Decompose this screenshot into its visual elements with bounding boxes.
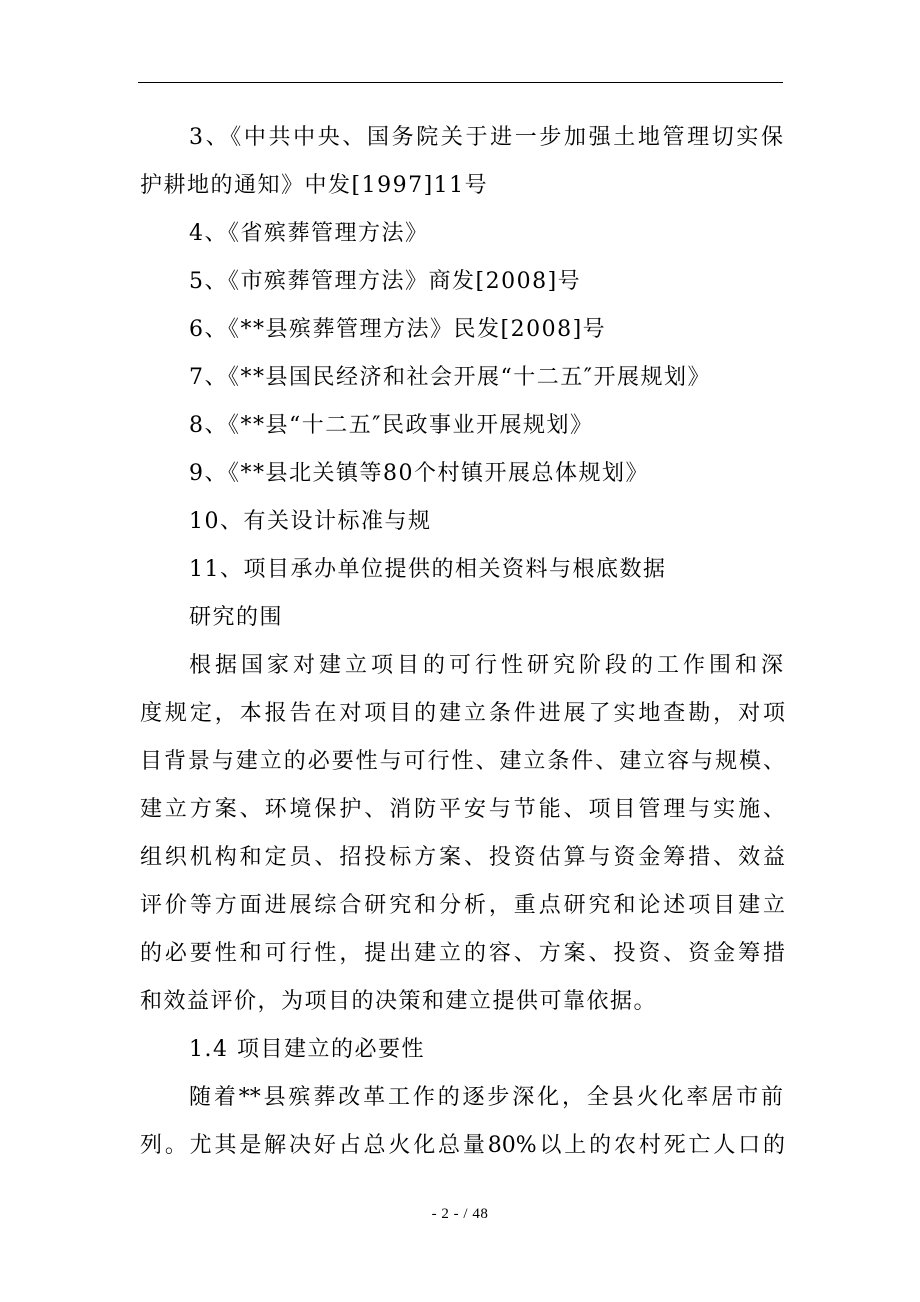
reference-item-7: 7、《**县国民经济和社会开展“十二五″开展规划》 [189, 365, 711, 390]
reference-item-6: 6、《**县殡葬管理方法》民发[2008]号 [189, 317, 607, 342]
scope-paragraph-line-8: 和效益评价，为项目的决策和建立提供可靠依据。 [140, 989, 658, 1014]
scope-paragraph-line-7: 的必要性和可行性，提出建立的容、方案、投资、资金筹措 [140, 941, 785, 966]
header-rule [138, 82, 783, 83]
scope-paragraph-line-4: 建立方案、环境保护、消防平安与节能、项目管理与实施、 [140, 797, 785, 822]
page-indicator: - 2 - / 48 [431, 1206, 489, 1222]
reference-item-4: 4、《省殡葬管理方法》 [189, 221, 429, 246]
scope-paragraph-line-3: 目背景与建立的必要性与可行性、建立条件、建立容与规模、 [140, 749, 785, 774]
necessity-paragraph-line-1: 随着**县殡葬改革工作的逐步深化，全县火化率居市前 [189, 1085, 783, 1110]
necessity-paragraph-line-2: 列。尤其是解决好占总火化总量80%以上的农村死亡人口的 [140, 1133, 785, 1158]
scope-paragraph-line-2: 度规定，本报告在对项目的建立条件进展了实地查勘，对项 [140, 701, 785, 726]
scope-paragraph-line-5: 组织机构和定员、招投标方案、投资估算与资金筹措、效益 [140, 845, 785, 870]
scope-paragraph-line-6: 评价等方面进展综合研究和分析，重点研究和论述项目建立 [140, 893, 785, 918]
reference-item-9: 9、《**县北关镇等80个村镇开展总体规划》 [189, 461, 649, 486]
reference-item-11: 11、项目承办单位提供的相关资料与根底数据 [189, 557, 667, 582]
scope-paragraph-line-1: 根据国家对建立项目的可行性研究阶段的工作围和深 [189, 653, 783, 678]
scope-heading: 研究的围 [189, 605, 284, 630]
reference-item-3-line-2: 护耕地的通知》中发[1997]11号 [140, 173, 489, 198]
reference-item-5: 5、《市殡葬管理方法》商发[2008]号 [189, 269, 582, 294]
reference-item-10: 10、有关设计标准与规 [189, 509, 432, 534]
reference-item-3-line-1: 3、《中共中央、国务院关于进一步加强土地管理切实保 [189, 125, 783, 150]
section-heading: 1.4 项目建立的必要性 [189, 1037, 425, 1062]
reference-item-8: 8、《**县“十二五″民政事业开展规划》 [189, 413, 594, 438]
